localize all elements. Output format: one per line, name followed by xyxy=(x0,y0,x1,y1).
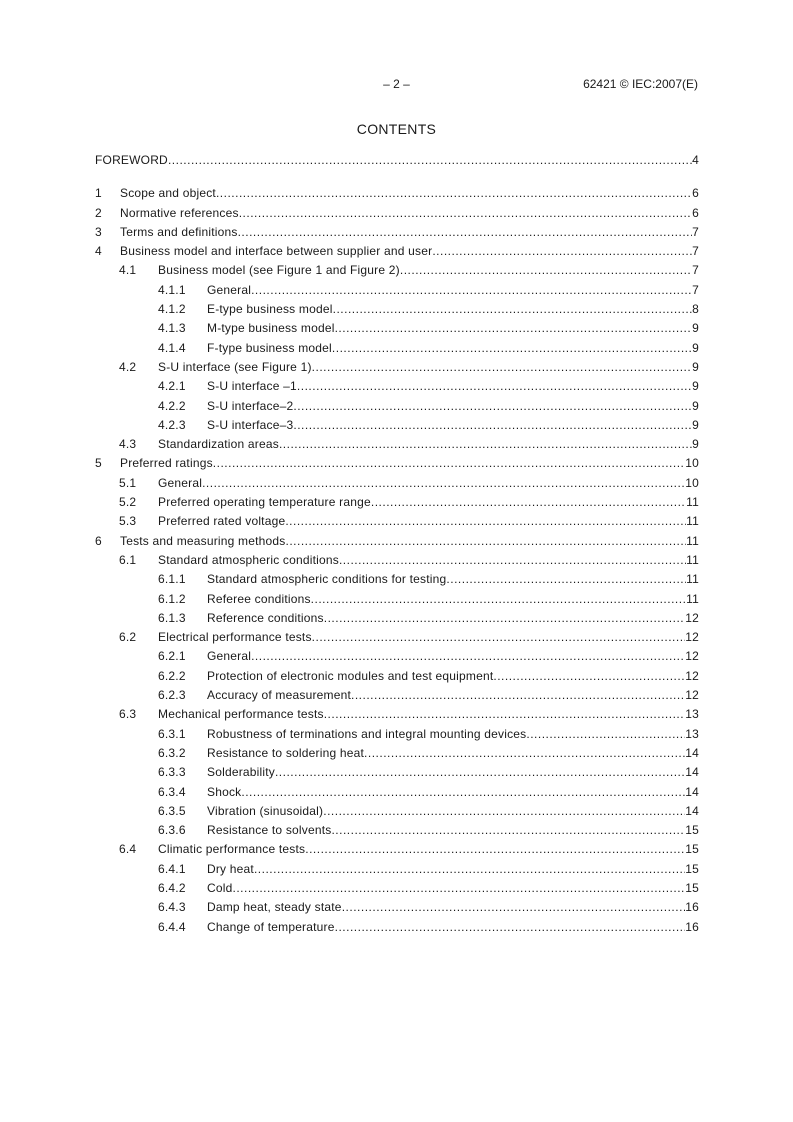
toc-entry-title: Preferred rated voltage xyxy=(158,514,286,529)
dot-leader xyxy=(332,339,692,358)
toc-entry[interactable] xyxy=(95,879,699,898)
toc-entry-number: 4.2.1 xyxy=(158,379,186,394)
toc-entry-number: 6.1.3 xyxy=(158,610,186,625)
toc-entry[interactable] xyxy=(95,204,699,223)
toc-entry[interactable] xyxy=(95,300,699,319)
toc-entry-page: 14 xyxy=(685,803,699,818)
dot-leader xyxy=(446,570,686,589)
toc-entry-title: Terms and definitions xyxy=(120,224,238,239)
toc-entry-page: 13 xyxy=(685,707,699,722)
toc-entry-title: Normative references xyxy=(120,205,239,220)
toc-entry[interactable] xyxy=(95,802,699,821)
dot-leader xyxy=(312,628,686,647)
page-header xyxy=(0,77,793,93)
toc-entry[interactable] xyxy=(95,512,699,531)
dot-leader xyxy=(351,686,685,705)
toc-entry[interactable] xyxy=(95,763,699,782)
toc-entry-page: 7 xyxy=(692,244,699,259)
dot-leader xyxy=(493,667,685,686)
toc-entry-title: Resistance to solvents xyxy=(207,823,332,838)
toc-entry-number: 1 xyxy=(95,186,102,201)
dot-leader xyxy=(251,647,685,666)
toc-entry[interactable] xyxy=(95,860,699,879)
toc-entry[interactable] xyxy=(95,898,699,917)
toc-entry[interactable] xyxy=(95,667,699,686)
toc-entry-title: Vibration (sinusoidal) xyxy=(207,803,324,818)
toc-entry-number: 6.3 xyxy=(119,707,137,722)
toc-entry-page: 9 xyxy=(692,321,699,336)
toc-entry[interactable] xyxy=(95,223,699,242)
toc-entry-page: 9 xyxy=(692,437,699,452)
toc-entry-number: 6.4.2 xyxy=(158,880,186,895)
toc-entry[interactable] xyxy=(95,416,699,435)
toc-entry[interactable] xyxy=(95,590,699,609)
toc-entry[interactable] xyxy=(95,339,699,358)
toc-entry-page: 9 xyxy=(692,417,699,432)
toc-entry[interactable] xyxy=(95,319,699,338)
toc-entry-title: Electrical performance tests xyxy=(158,630,312,645)
toc-entry[interactable] xyxy=(95,377,699,396)
toc-entry-title: S-U interface –1 xyxy=(207,379,297,394)
toc-entry-number: 4.3 xyxy=(119,437,137,452)
toc-entry-title: Scope and object xyxy=(120,186,216,201)
toc-entry[interactable] xyxy=(95,454,699,473)
toc-entry-number: 3 xyxy=(95,224,102,239)
toc-entry-page: 9 xyxy=(692,398,699,413)
dot-leader xyxy=(305,840,685,859)
toc-entry-page: 7 xyxy=(692,282,699,297)
dot-leader xyxy=(297,377,692,396)
toc-entry-number: 4.2.3 xyxy=(158,417,186,432)
toc-entry-number: 4.1.1 xyxy=(158,282,186,297)
toc-entry-number: 5 xyxy=(95,456,102,471)
toc-entry[interactable] xyxy=(95,474,699,493)
toc-entry-title: Tests and measuring methods xyxy=(120,533,286,548)
toc-entry-title: Standard atmospheric conditions xyxy=(158,552,339,567)
toc-entry-title: Accuracy of measurement xyxy=(207,688,351,703)
toc-entry[interactable] xyxy=(95,242,699,261)
toc-entry-title: Shock xyxy=(207,784,242,799)
toc-entry-number: 5.2 xyxy=(119,495,137,510)
toc-entry-number: 6.2.3 xyxy=(158,688,186,703)
toc-entry-title: Solderability xyxy=(207,765,275,780)
toc-entry-title: Standardization areas xyxy=(158,437,279,452)
toc-entry-title: Preferred operating temperature range xyxy=(158,495,371,510)
toc-entry-title: F-type business model xyxy=(207,340,332,355)
dot-leader xyxy=(311,590,686,609)
toc-entry-page: 14 xyxy=(685,765,699,780)
toc-entry-title: Reference conditions xyxy=(207,610,324,625)
toc-entry[interactable] xyxy=(95,261,699,280)
toc-entry-page: 16 xyxy=(685,919,699,934)
dot-leader xyxy=(202,474,685,493)
dot-leader xyxy=(364,744,685,763)
toc-entry-number: 6.4.3 xyxy=(158,900,186,915)
dot-leader xyxy=(333,300,693,319)
toc-entry-page: 9 xyxy=(692,379,699,394)
toc-entry-title: Business model (see Figure 1 and Figure 2) xyxy=(158,263,400,278)
toc-entry-number: 6.2.1 xyxy=(158,649,186,664)
toc-entry-number: 4 xyxy=(95,244,102,259)
dot-leader xyxy=(285,512,686,531)
toc-entry-page: 15 xyxy=(685,842,699,857)
dot-leader xyxy=(371,493,686,512)
toc-entry-number: 6.2.2 xyxy=(158,668,186,683)
toc-entry-title: General xyxy=(207,649,252,664)
toc-entry-page: 9 xyxy=(692,359,699,374)
dot-leader xyxy=(331,821,685,840)
toc-entry[interactable] xyxy=(95,281,699,300)
toc-entry-title: S-U interface (see Figure 1) xyxy=(158,359,312,374)
toc-entry[interactable] xyxy=(95,783,699,802)
dot-leader xyxy=(168,151,692,170)
toc-entry[interactable] xyxy=(95,840,699,859)
toc-entry-page: 12 xyxy=(685,668,699,683)
toc-entry[interactable] xyxy=(95,647,699,666)
toc-entry-page: 4 xyxy=(692,153,699,167)
dot-leader xyxy=(216,184,692,203)
toc-entry-title: Resistance to soldering heat xyxy=(207,745,365,760)
dot-leader xyxy=(279,435,692,454)
standard-reference: 62421 © IEC:2007(E) xyxy=(583,77,698,91)
toc-entry-number: 6.3.1 xyxy=(158,726,186,741)
toc-entry-title: Preferred ratings xyxy=(120,456,213,471)
toc-entry[interactable] xyxy=(95,184,699,203)
toc-entry-page: 15 xyxy=(685,861,699,876)
toc-entry[interactable] xyxy=(95,628,699,647)
toc-entry[interactable] xyxy=(95,744,699,763)
toc-entry-title: Dry heat xyxy=(207,861,254,876)
toc-entry[interactable] xyxy=(95,725,699,744)
toc-entry-page: 12 xyxy=(685,688,699,703)
toc-entry-title: Climatic performance tests xyxy=(158,842,306,857)
toc-entry-title: Cold xyxy=(207,880,233,895)
dot-leader xyxy=(312,358,692,377)
toc-entry-number: 6.1 xyxy=(119,552,137,567)
dot-leader xyxy=(232,879,685,898)
dot-leader xyxy=(526,725,685,744)
toc-entry[interactable] xyxy=(95,705,699,724)
dot-leader xyxy=(335,918,686,937)
toc-entry-number: 6.3.3 xyxy=(158,765,186,780)
toc-entry-title: M-type business model xyxy=(207,321,335,336)
dot-leader xyxy=(324,705,686,724)
toc-entry-page: 11 xyxy=(686,495,699,510)
dot-leader xyxy=(323,802,685,821)
toc-entry-number: 6.1.1 xyxy=(158,572,186,587)
toc-entry-page: 11 xyxy=(686,514,699,529)
toc-entry-title: FOREWORD xyxy=(95,153,168,167)
toc-entry-number: 4.2 xyxy=(119,359,137,374)
toc-entry-number: 4.1 xyxy=(119,263,137,278)
toc-entry-page: 11 xyxy=(686,533,699,548)
toc-entry-number: 4.2.2 xyxy=(158,398,186,413)
toc-entry[interactable] xyxy=(95,918,699,937)
toc-entry-page: 11 xyxy=(686,572,699,587)
toc-entry[interactable] xyxy=(95,551,699,570)
toc-entry-page: 8 xyxy=(692,302,699,317)
toc-entry-page: 15 xyxy=(685,880,699,895)
toc-entry[interactable] xyxy=(95,570,699,589)
dot-leader xyxy=(213,454,685,473)
dot-leader xyxy=(335,319,693,338)
toc-entry-page: 15 xyxy=(685,823,699,838)
toc-entry-number: 6.3.5 xyxy=(158,803,186,818)
toc-entry-page: 12 xyxy=(685,610,699,625)
dot-leader xyxy=(293,397,692,416)
toc-entry-title: Protection of electronic modules and test equipment xyxy=(207,668,494,683)
toc-entry[interactable] xyxy=(95,532,699,551)
toc-entry-number: 4.1.3 xyxy=(158,321,186,336)
toc-entry-number: 6.3.2 xyxy=(158,745,186,760)
toc-entry-number: 5.3 xyxy=(119,514,137,529)
toc-entry-page: 14 xyxy=(685,745,699,760)
toc-entry-page: 11 xyxy=(686,552,699,567)
toc-entry-page: 12 xyxy=(685,649,699,664)
dot-leader xyxy=(239,204,692,223)
toc-entry-title: Change of temperature xyxy=(207,919,335,934)
toc-entry-title: S-U interface–2 xyxy=(207,398,294,413)
toc-entry-page: 16 xyxy=(685,900,699,915)
dot-leader xyxy=(339,551,686,570)
toc-entry-number: 4.1.2 xyxy=(158,302,186,317)
toc-entry-number: 6.3.6 xyxy=(158,823,186,838)
contents-heading: CONTENTS xyxy=(356,121,437,137)
toc-entry-page: 10 xyxy=(685,456,699,471)
dot-leader xyxy=(285,532,686,551)
toc-entry[interactable] xyxy=(95,397,699,416)
toc-entry-title: E-type business model xyxy=(207,302,333,317)
toc-entry-number: 6.2 xyxy=(119,630,137,645)
toc-entry-number: 6.4.1 xyxy=(158,861,186,876)
dot-leader xyxy=(241,783,685,802)
toc-entry-number: 6 xyxy=(95,533,102,548)
toc-entry-page: 6 xyxy=(692,186,699,201)
toc-entry-number: 5.1 xyxy=(119,475,137,490)
dot-leader xyxy=(324,609,686,628)
toc-entry-page: 7 xyxy=(692,224,699,239)
toc-entry[interactable] xyxy=(95,493,699,512)
table-of-contents xyxy=(95,151,699,937)
toc-entry-page: 14 xyxy=(685,784,699,799)
dot-leader xyxy=(275,763,685,782)
toc-entry-page: 9 xyxy=(692,340,699,355)
toc-entry-page: 11 xyxy=(686,591,699,606)
dot-leader xyxy=(432,242,692,261)
toc-entry[interactable] xyxy=(95,821,699,840)
toc-entry-page: 7 xyxy=(692,263,699,278)
toc-entry-page: 10 xyxy=(685,475,699,490)
toc-entry-number: 6.4 xyxy=(119,842,137,857)
toc-entry-title: General xyxy=(158,475,203,490)
toc-entry-title: Standard atmospheric conditions for testing xyxy=(207,572,447,587)
toc-entry[interactable] xyxy=(95,686,699,705)
toc-entry-page: 13 xyxy=(685,726,699,741)
toc-entry-title: Referee conditions xyxy=(207,591,311,606)
dot-leader xyxy=(254,860,685,879)
toc-entry-page: 12 xyxy=(685,630,699,645)
toc-entry-title: Mechanical performance tests xyxy=(158,707,324,722)
toc-entry-title: Robustness of terminations and integral mounting devices xyxy=(207,726,527,741)
dot-leader xyxy=(251,281,692,300)
toc-entry[interactable] xyxy=(95,435,699,454)
dot-leader xyxy=(342,898,686,917)
toc-entry[interactable] xyxy=(95,358,699,377)
toc-entry-title: General xyxy=(207,282,252,297)
dot-leader xyxy=(293,416,692,435)
toc-entry-title: S-U interface–3 xyxy=(207,417,294,432)
toc-entry-title: Damp heat, steady state xyxy=(207,900,342,915)
toc-entry-number: 6.4.4 xyxy=(158,919,186,934)
toc-entry-page: 6 xyxy=(692,205,699,220)
toc-entry-number: 6.3.4 xyxy=(158,784,186,799)
dot-leader xyxy=(238,223,693,242)
page-number: – 2 – xyxy=(383,77,410,91)
dot-leader xyxy=(400,261,692,280)
toc-entry-number: 2 xyxy=(95,205,102,220)
toc-entry-number: 6.1.2 xyxy=(158,591,186,606)
toc-entry[interactable] xyxy=(95,151,699,170)
toc-entry-number: 4.1.4 xyxy=(158,340,186,355)
toc-entry-title: Business model and interface between supplier and user xyxy=(120,244,433,259)
toc-entry[interactable] xyxy=(95,609,699,628)
